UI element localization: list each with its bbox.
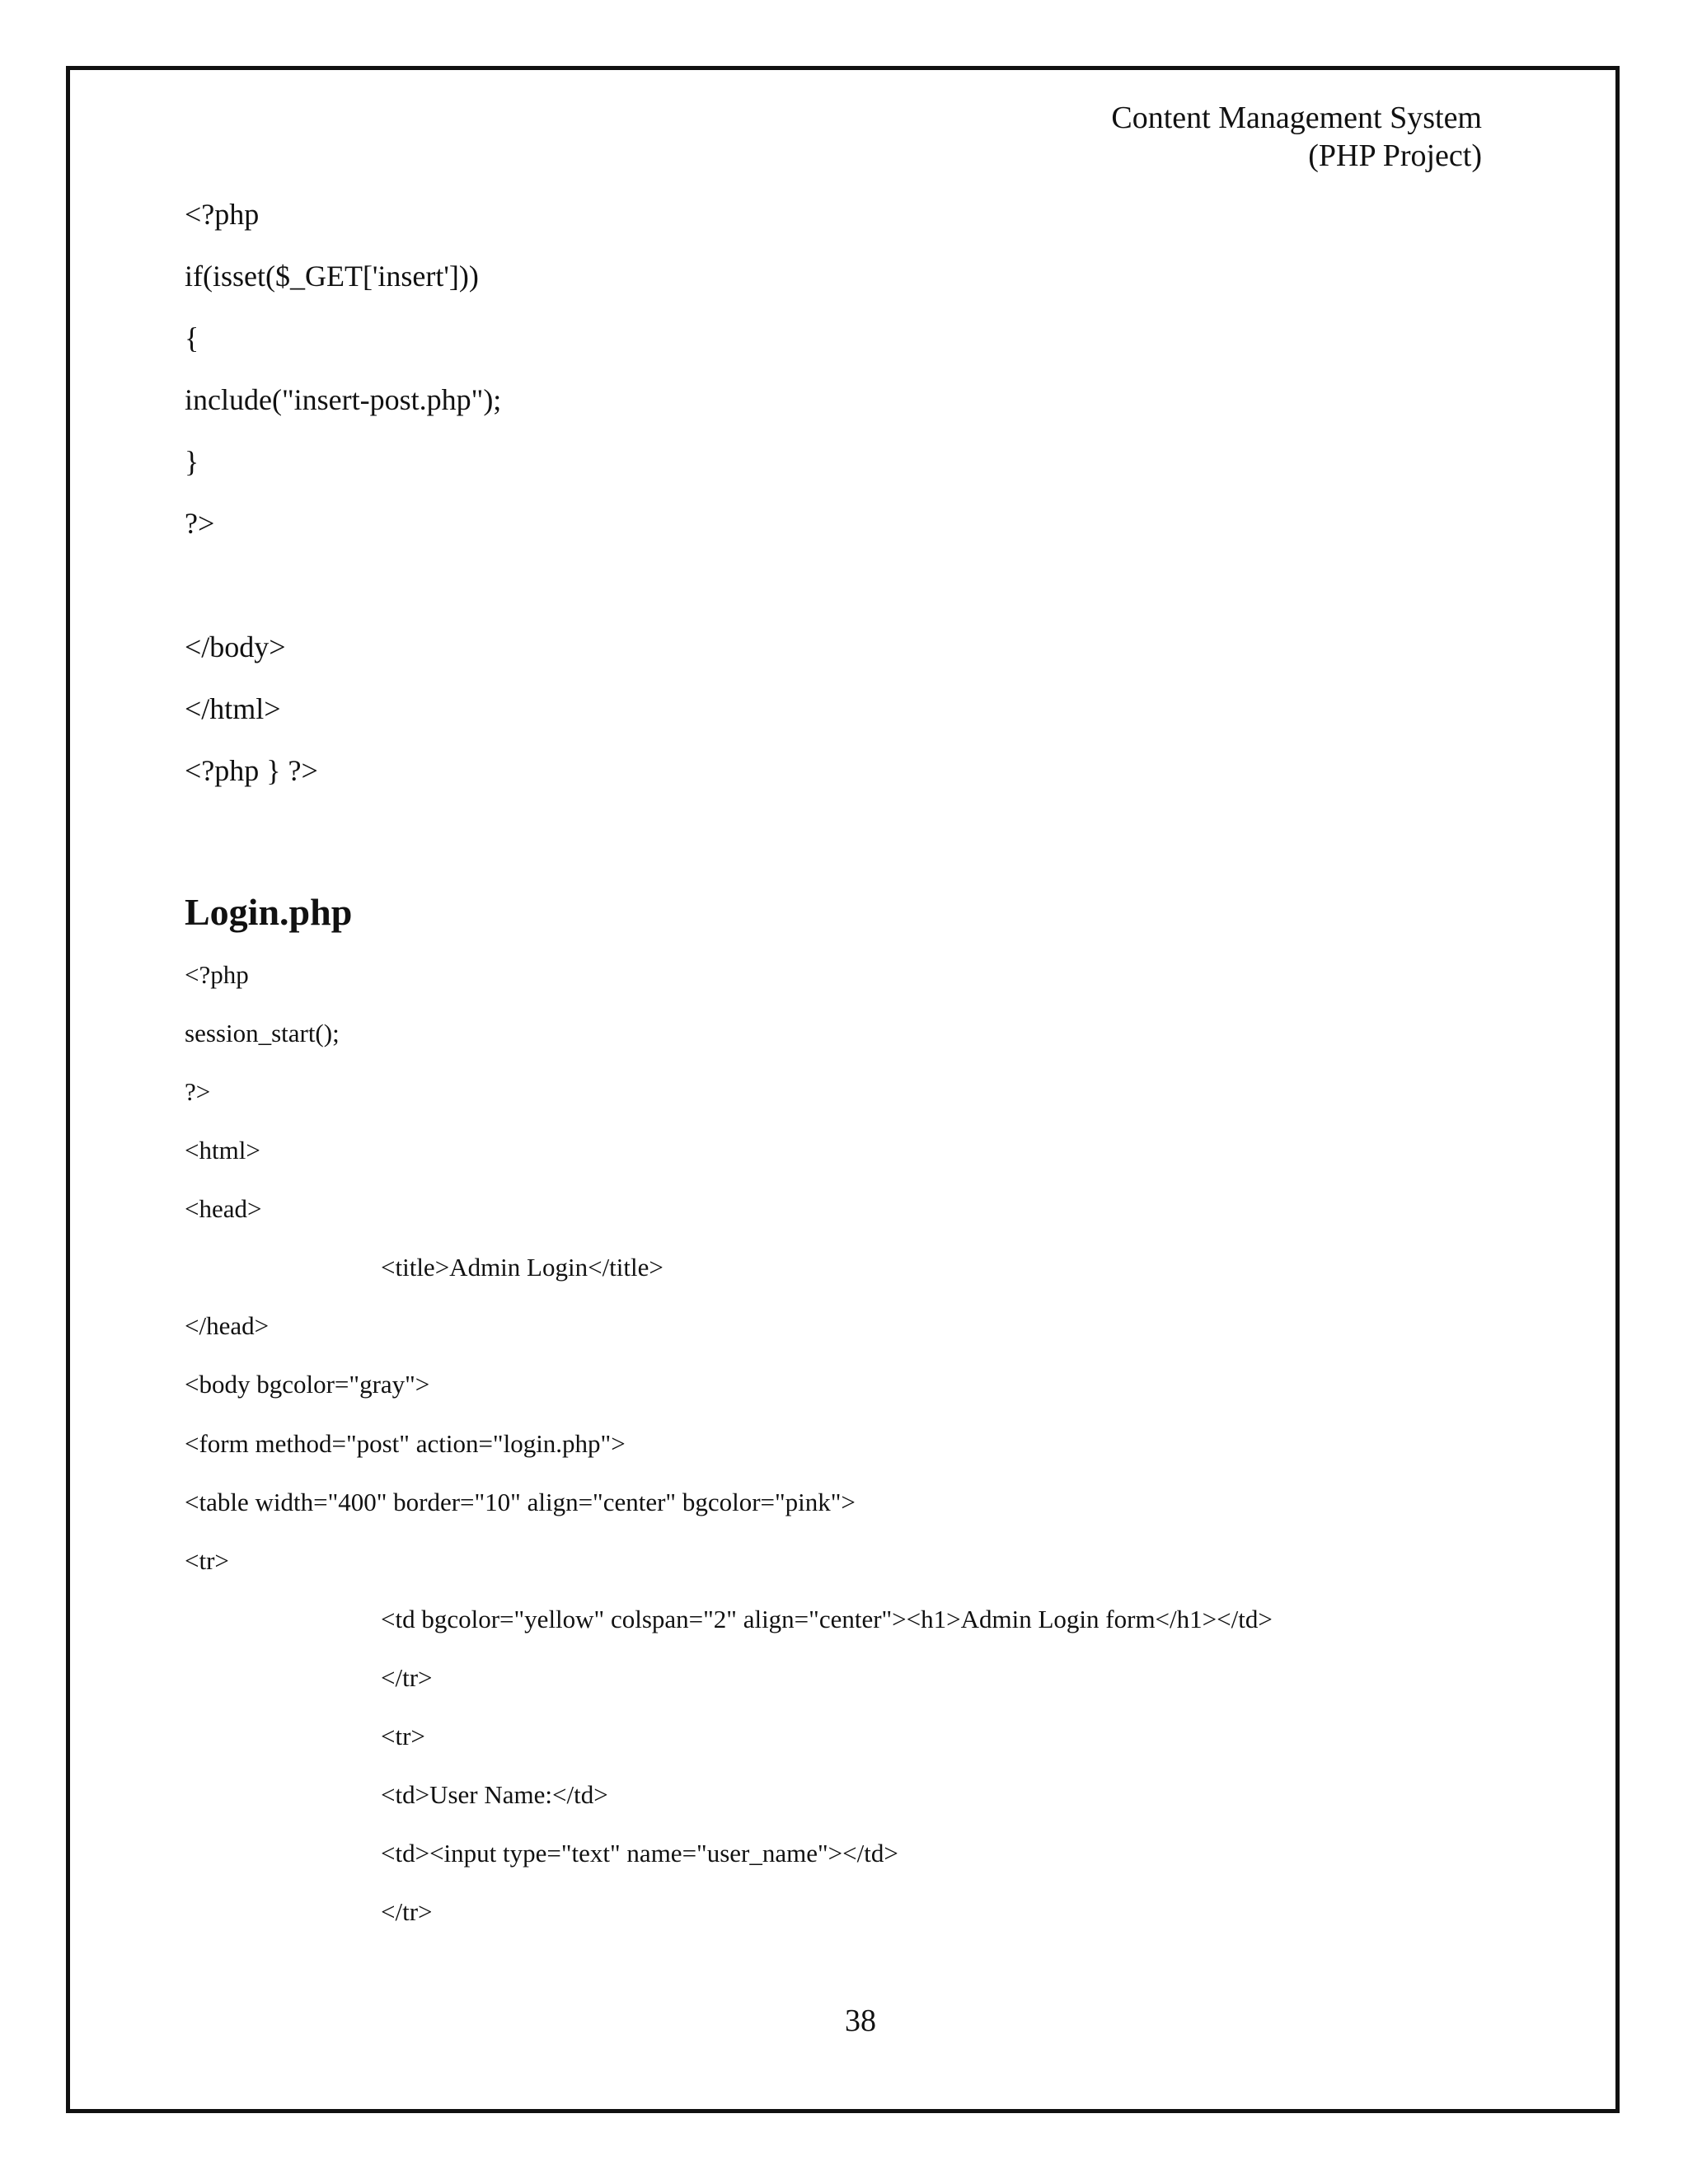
code-line: if(isset($_GET['insert'])): [185, 260, 479, 293]
code-line: {: [185, 321, 199, 354]
code-line: <td>User Name:</td>: [381, 1780, 608, 1809]
code-line: ?>: [185, 507, 215, 540]
code-line: ?>: [185, 1077, 211, 1106]
page-border: [66, 66, 1620, 2113]
code-line: <html>: [185, 1136, 260, 1165]
code-line: <title>Admin Login</title>: [381, 1253, 663, 1282]
header-subtitle: (PHP Project): [1308, 138, 1482, 173]
code-line: <?php } ?>: [185, 754, 318, 787]
code-line: <form method="post" action="login.php">: [185, 1429, 626, 1458]
code-line: <table width="400" border="10" align="center" bgcolor="pink">: [185, 1488, 856, 1516]
code-line: <body bgcolor="gray">: [185, 1370, 430, 1399]
code-line: include("insert-post.php");: [185, 383, 502, 416]
header-title: Content Management System: [1111, 101, 1482, 135]
code-line: <head>: [185, 1194, 262, 1223]
section-heading: Login.php: [185, 891, 353, 933]
document-header: [1111, 99, 1482, 175]
code-line: </body>: [185, 630, 286, 663]
code-line: <td><input type="text" name="user_name"></td>: [381, 1839, 898, 1868]
code-line: </html>: [185, 692, 281, 725]
code-line: <?php: [185, 198, 260, 231]
code-line: </tr>: [381, 1663, 433, 1692]
code-line: <tr>: [185, 1546, 229, 1575]
code-line: <tr>: [381, 1722, 425, 1750]
code-line: </tr>: [381, 1897, 433, 1926]
code-line: <?php: [185, 960, 249, 989]
code-line: </head>: [185, 1311, 270, 1340]
page-number: 38: [845, 2004, 876, 2038]
code-line: <td bgcolor="yellow" colspan="2" align="center"><h1>Admin Login form</h1></td>: [381, 1605, 1273, 1633]
code-line: session_start();: [185, 1019, 340, 1047]
code-line: }: [185, 445, 199, 478]
